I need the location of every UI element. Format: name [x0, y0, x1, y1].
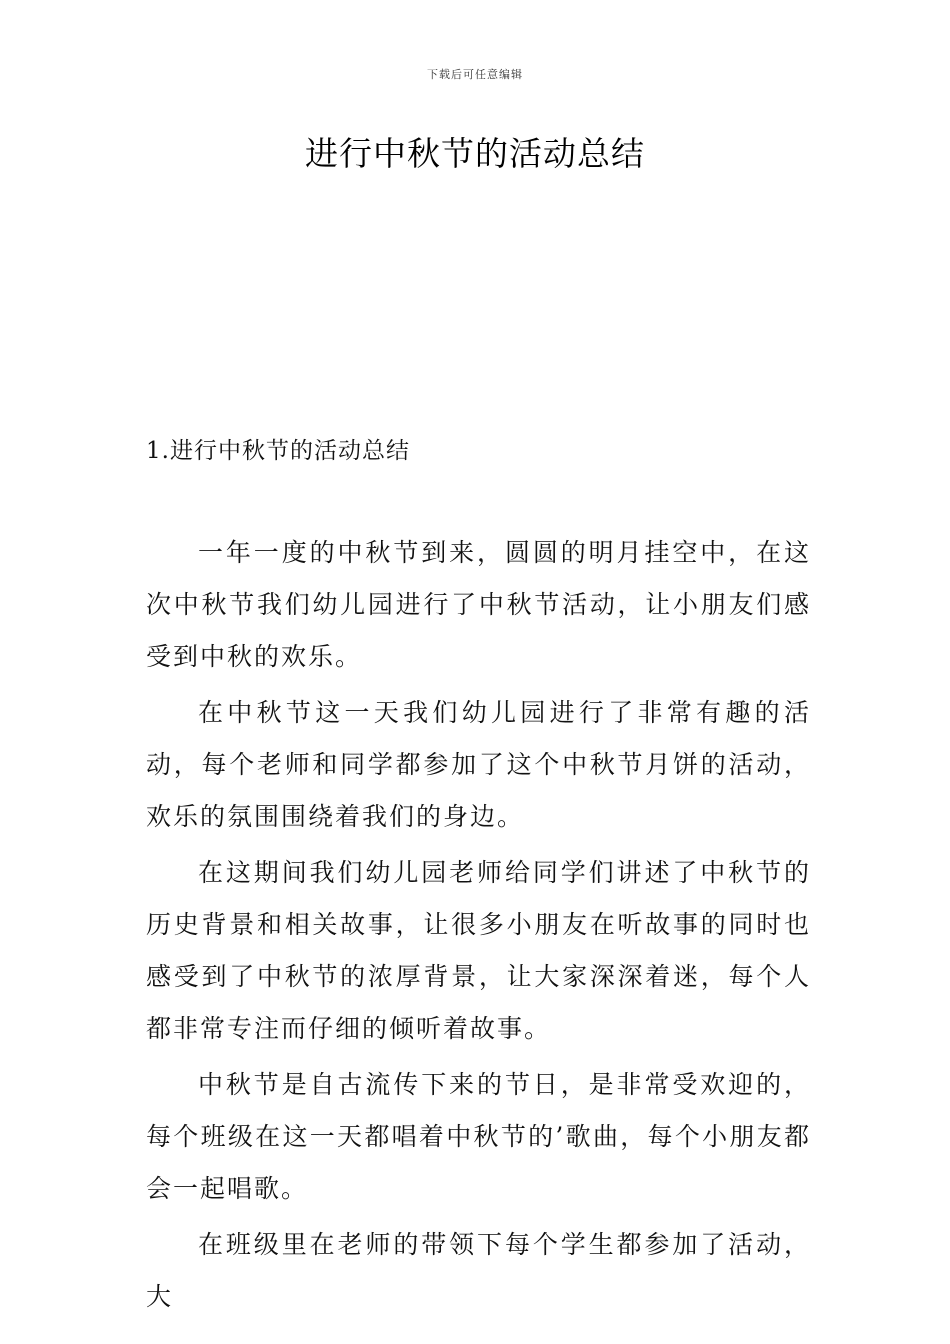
- paragraph-4: 中秋节是自古流传下来的节日，是非常受欢迎的，每个班级在这一天都唱着中秋节的’歌曲，每个小朋友都会一起唱歌。: [146, 1070, 811, 1203]
- paragraph-2: 在中秋节这一天我们幼儿园进行了非常有趣的活动，每个老师和同学都参加了这个中秋节月饼的活动，欢乐的氛围围绕着我们的身边。: [146, 698, 811, 831]
- body-text: [146, 527, 811, 1327]
- paragraph-3: 在这期间我们幼儿园老师给同学们讲述了中秋节的历史背景和相关故事，让很多小朋友在听故事的同时也感受到了中秋节的浓厚背景，让大家深深着迷，每个人都非常专注而仔细的倾听着故事。: [146, 858, 811, 1043]
- header-note: 下载后可任意编辑: [427, 68, 523, 81]
- paragraph-1: 一年一度的中秋节到来，圆圆的明月挂空中，在这次中秋节我们幼儿园进行了中秋节活动，让小朋友们感受到中秋的欢乐。: [146, 538, 811, 671]
- document-title: 进行中秋节的活动总结: [305, 134, 645, 173]
- section-heading: 1.进行中秋节的活动总结: [146, 438, 410, 464]
- paragraph-5: 在班级里在老师的带领下每个学生都参加了活动，大: [146, 1230, 811, 1311]
